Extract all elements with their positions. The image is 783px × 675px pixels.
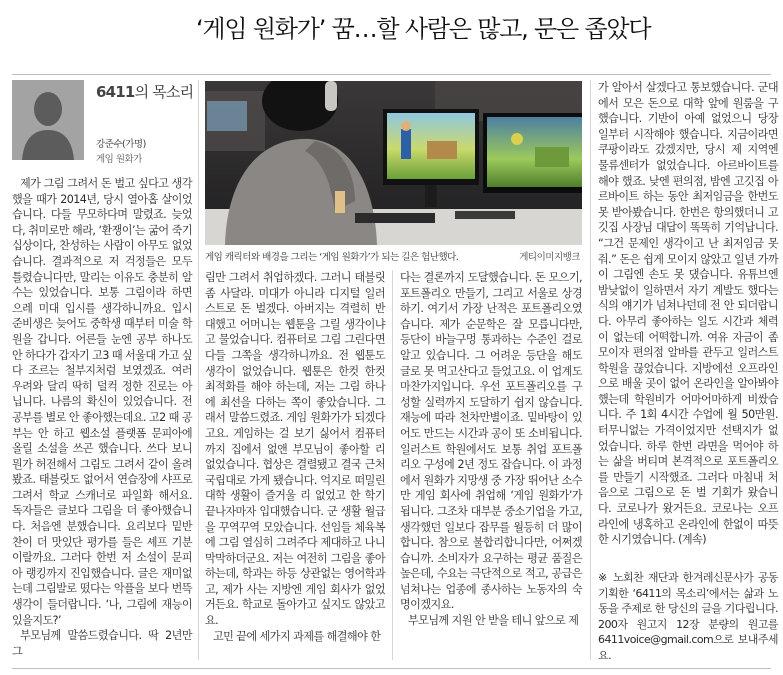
paragraph: 다는 결론까지 도달했습니다. 돈 모으기, 포트폴리오 만들기, 그리고 서울로 상경하기. 여기서 가장 난적은 포트폴리오였습니다. 제가 순문학은 잘 모릅니다만, 등단이 바늘구멍 통과하는 수준인 걸로 알고 있습니다. 그 어려운 등단을 해도 글로 못 먹고산다고 들었고요. 이 업계도 마찬가지입니다. 우선 포트폴리오를 구성할 실력까지 도달하기 쉽지 않습니다. 재능에 따라 천차만별이죠. 밑바탕이 있어도 만드는 시간과 공이 또 소비됩니다. 일러스트 학원에서도 보통 취업 포트폴리오 구성에 2년 정도 잡습니다. 이 과정에서 원화가 지망생 중 가장 뛰어난 소수만 게임 회사에 취업해 ‘게임 원화가’가 됩니다. 그조차 대부분 중소기업을 가고, 생각했던 일보다 잡무를 월등히 더 많이 합니다. 참으로 불합리합니다만, 어쩌겠습니까. 소비자가 요구하는 평균 품질은 높은데, 수요는 극단적으로 적고, 공급은 넘쳐나는 업종에 종사하는 노동자의 숙명이겠지요. [400, 271, 582, 612]
column-divider [392, 270, 393, 660]
contribution-notice: ※ 노회찬 재단과 한겨레신문사가 공동기획한 ‘6411의 목소리’에서는 삶과 노동을 주제로 한 당신의 글을 기다립니다. 200자 원고지 12장 분량의 원고를 6411voice@gmail.com으로 보내주세요. [598, 571, 778, 662]
paragraph: 고민 끝에 세가지 과제를 해결해야 한 [213, 629, 381, 643]
author-name: 강준수(가명) [96, 139, 146, 150]
article-column-4 [598, 80, 778, 548]
caption-text: 게임 캐릭터와 배경을 그리는 ‘게임 원화가’가 되는 길은 험난했다. [205, 252, 459, 263]
article-column-3 [400, 270, 582, 629]
paragraph: 부모님께 지원 안 받을 테니 앞으로 제 [408, 614, 579, 628]
article-photo [205, 81, 582, 245]
series-suffix: 의 목소리 [134, 83, 194, 101]
headline: ‘게임 원화가’ 꿈…할 사람은 많고, 문은 좁았다 [196, 15, 651, 43]
author-photo [12, 80, 84, 160]
bottom-rule [12, 668, 771, 669]
column-divider [590, 80, 591, 660]
series-title [96, 81, 193, 102]
series-number: 6411 [96, 83, 135, 101]
column-divider [198, 80, 199, 660]
profile-box [12, 80, 192, 172]
paragraph: 가 알아서 살겠다고 통보했습니다. 군대에서 모은 돈으로 대학 앞에 원룸을 구했습니다. 기반이 아예 없었으니 당장 일부터 시작해야 했습니다. 지금이라면 쿠팡이라도 갔겠지만, 당시 제 지역엔 물류센터가 없었습니다. 아르바이트를 해야 했죠. 낮엔 편의점, 밤엔 고깃집 아르바이트 하는 동안 최저임금을 한번도 못 받아봤습니다. 한번은 항의했더니 고깃집 사장님 대답이 똑똑히 기억납니다. “그건 문제인 생각이고 난 최저임금 못 줘.” 돈은 쉽게 모이지 않았고 일년 가까이 그림엔 손도 못 댔습니다. 유튜브엔 밤낮없이 일하면서 자기 계발도 했다는 식의 얘기가 넘쳐나던데 전 안 되더랍니다. 아무리 좋아하는 일도 시간과 체력이 없는데 어떡합니까. 여유 자금이 좀 모이자 편의점 알바를 관두고 일러스트 학원을 끊었습니다. 지방에선 오프라인으로 배울 곳이 없어 온라인을 알아봐야 했는데 학원비가 어마어마하게 비쌌습니다. 주 1회 4시간 수업에 월 50만원. 터무니없는 가격이었지만 선택지가 없었습니다. 하루 한번 라면을 먹어야 하는 삶을 버티며 본격적으로 포트폴리오를 만들기 시작했죠. 그러다 마침내 처음으로 그림으로 돈 벌 기회가 왔습니다. 코로나가 왔거든요. 코로나는 오프라인에 냉혹하고 온라인에 한없이 따뜻한 시기였습니다. (계속) [598, 81, 778, 547]
photo-caption [205, 249, 582, 263]
article-column-2 [205, 270, 385, 644]
top-rule [12, 74, 771, 75]
author-job: 게임 원화가 [96, 154, 142, 165]
article-column-1 [12, 176, 192, 659]
silhouette-icon [12, 80, 84, 160]
photo-credit: 게티이미지뱅크 [519, 252, 580, 263]
paragraph: 림만 그려서 취업하겠다. 그러니 태블릿 좀 사달라. 미대가 아니라 디지털 일러스트로 돈 벌겠다. 아버지는 격렬히 반대했고 어머니는 웹툰을 그릴 생각이냐고 물었습니다. 컴퓨터로 그림 그린다면 다들 그쪽을 생각하니까요. 전 웹툰도 생각이 없었습니다. 웹툰은 한컷 한컷 최적화를 해야 하는데, 저는 그림 하나에 최선을 다하는 쪽이 좋았습니다. 그래서 말씀드렸죠. 게임 원화가가 되겠다고요. 게임하는 걸 보기 싫어서 컴퓨터까지 집에서 없앤 부모님이 좋아할 리 없었습니다. 협상은 결렬됐고 결국 근처 국립대로 가게 됐습니다. 억지로 떠밀린 대학 생활이 즐거울 리 없었고 한 학기 끝나자마자 입대했습니다. 군 생활 월급을 꾸역꾸역 모았습니다. 선임들 체육복에 그림 열심히 그려주다 제대하고 나니 막막하더군요. 저는 여전히 그림을 좋아하는데, 학과는 하등 상관없는 영어학과고, 제가 사는 지방엔 게임 회사가 없었거든요. 학교로 돌아가고 싶지도 않았고요. [205, 271, 385, 628]
paragraph: 부모님께 말씀드렸습니다. 딱 2년만 그 [12, 629, 192, 658]
paragraph: 제가 그림 그려서 돈 벌고 싶다고 생각했을 때가 2014년, 당시 열아홉 살이었습니다. 다들 무모하다며 말렸죠. 늦었다, 취미로만 해라, ‘환쟁이’는 굶어 죽기 십상이다, 찬성하는 사람이 아무도 없었습니다. 결과적으로 저 걱정들은 모두 틀렸습니다만, 말리는 이유도 충분히 알 수는 있었습니다. 보통 그림이라 하면 으레 미대 입시를 생각하니까요. 입시 준비생은 늦어도 중학생 때부터 미술 학원을 갑니다. 어른들 눈엔 공부 하나도 안 하다가 갑자기 고3 때 서울대 가고 싶다 조르는 철부지처럼 보였겠죠. 여러 우려와 달리 딱히 덜컥 정한 진로는 아닙니다. 나름의 확신이 있었습니다. 전 공부를 별로 안 좋아했는데요. 고2 때 공부는 안 하고 웹소설 플랫폼 문피아에 올릴 소설을 쓰곤 했습니다. 쓰다 보니 뭔가 허전해서 그림도 그려서 같이 올려봤죠. 태블릿도 없어서 연습장에 샤프로 그려서 학교 스캐너로 파일화 해서요. 독자들은 글보다 그림을 더 좋아했습니다. 처음엔 분했습니다. 요리보다 밑반찬이 더 맛있단 평가를 들은 셰프 기분이랄까요. 그러다 한번 저 소설이 문피아 랭킹까지 진입했습니다. 글은 재미없는데 그림발로 떴다는 악플을 보다 번뜩 생각이 들더랍니다. ‘나, 그림에 재능이 있을지도?’ [12, 177, 192, 627]
